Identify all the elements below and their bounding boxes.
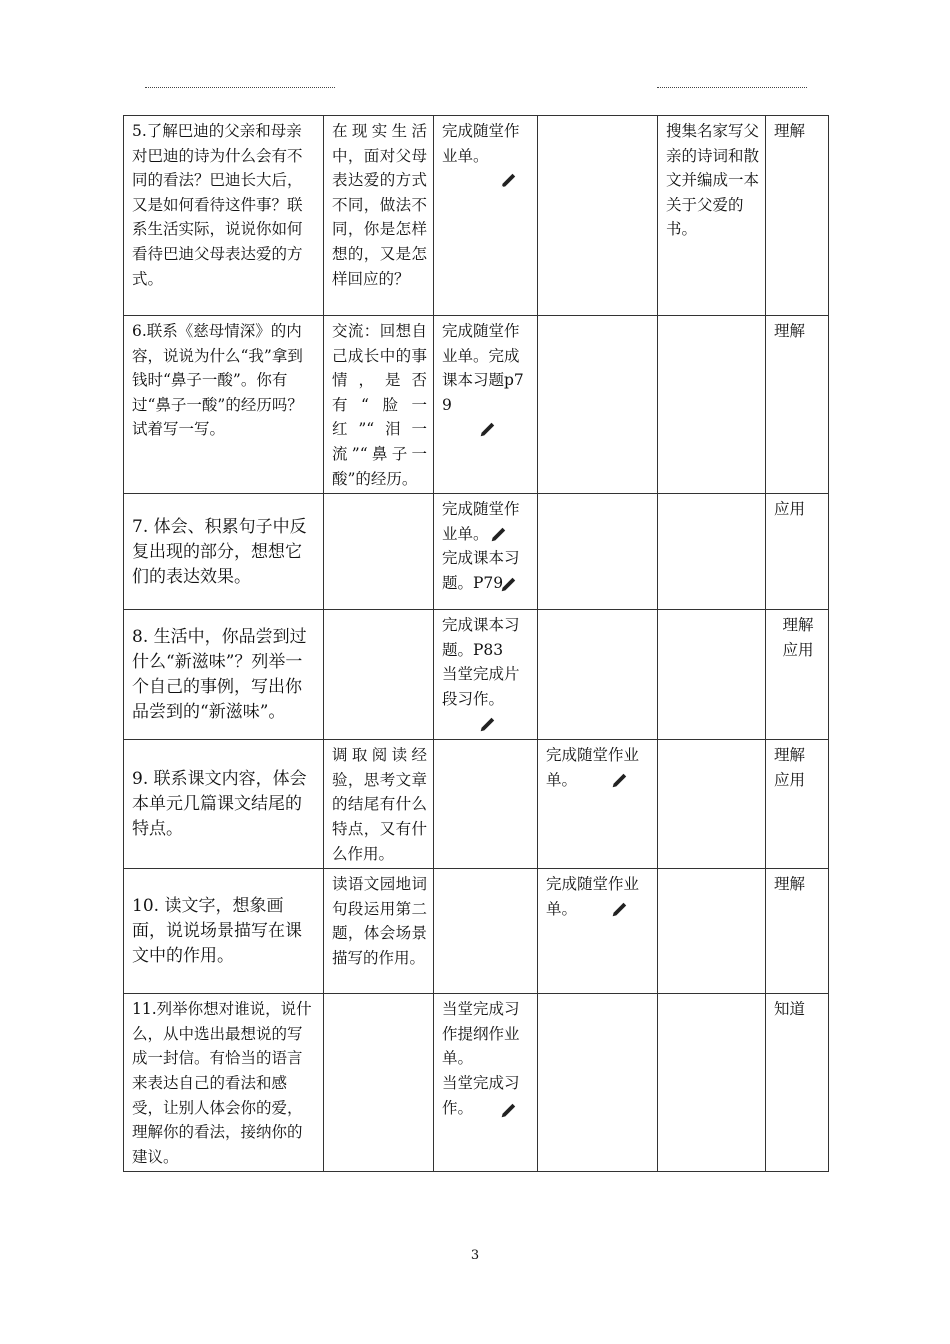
activity-cell (324, 610, 434, 740)
level-cell (766, 610, 829, 740)
header-rule-right (657, 87, 807, 88)
homework-text: 完成随堂作业单。 (442, 500, 520, 543)
homework-text: 完成随堂作业单。完成课本习题p79 (442, 322, 524, 414)
table-row (124, 740, 829, 869)
goal-cell: 7. 体会、积累句子中反复出现的部分，想想它们的表达效果。 (124, 494, 324, 610)
homework-cell-2 (538, 116, 658, 316)
extension-cell (658, 494, 766, 610)
level-cell (766, 494, 829, 610)
homework-text: 当堂完成片段习作。 (442, 665, 520, 708)
level-text: 知道 (774, 1000, 806, 1019)
pen-icon (499, 1102, 517, 1120)
homework-cell (434, 740, 538, 869)
extension-cell (658, 869, 766, 994)
homework-text: 当堂完成习作提纲作业单。 (442, 1000, 520, 1068)
homework-cell-2 (538, 740, 658, 869)
homework-cell-2 (538, 494, 658, 610)
homework-text: 完成随堂作业单。 (442, 122, 520, 165)
homework-text: 完成课本习题。P79 (442, 549, 520, 592)
extension-cell (658, 316, 766, 494)
activity-cell: 调取阅读经验，思考文章的结尾有什么特点，又有什么作用。 (324, 740, 434, 869)
pen-icon (610, 772, 628, 790)
level-cell (766, 994, 829, 1172)
pen-icon (610, 901, 628, 919)
extension-cell (658, 740, 766, 869)
pen-icon (478, 716, 496, 734)
goal-cell: 6.联系《慈母情深》的内容，说说为什么“我”拿到钱时“鼻子一酸”。你有过“鼻子一酸”的经历吗？试着写一写。 (124, 316, 324, 494)
homework-text: 完成随堂作业单。 (546, 875, 640, 918)
table-row (124, 994, 829, 1172)
level-text: 理解 (774, 322, 806, 340)
extension-cell: 搜集名家写父亲的诗词和散文并编成一本关于父爱的书。 (658, 116, 766, 316)
level-text: 理解 (782, 616, 814, 635)
level-text: 应用 (774, 770, 806, 789)
level-text: 理解 (774, 122, 806, 140)
header-rule-left (145, 87, 335, 88)
level-text: 理解 (774, 746, 806, 765)
homework-text: 完成随堂作业单。 (546, 746, 640, 789)
homework-cell-2 (538, 869, 658, 994)
pen-icon (489, 526, 507, 544)
level-cell (766, 116, 829, 316)
level-cell (766, 869, 829, 994)
table-row (124, 316, 829, 494)
homework-cell (434, 869, 538, 994)
homework-cell (434, 494, 538, 610)
activity-cell (324, 494, 434, 610)
table-row (124, 869, 829, 994)
goal-cell: 9. 联系课文内容，体会本单元几篇课文结尾的特点。 (124, 740, 324, 869)
extension-cell (658, 994, 766, 1172)
homework-cell-2 (538, 316, 658, 494)
homework-cell (434, 994, 538, 1172)
level-text: 理解 (774, 875, 806, 894)
homework-text: 完成课本习题。P83 (442, 616, 520, 659)
level-text: 应用 (774, 500, 806, 519)
homework-cell (434, 116, 538, 316)
level-cell (766, 316, 829, 494)
extension-cell (658, 610, 766, 740)
activity-cell: 交流：回想自己成长中的事情，是否有“脸一红”“泪一流”“鼻子一酸”的经历。 (324, 316, 434, 494)
goal-cell: 5.了解巴迪的父亲和母亲对巴迪的诗为什么会有不同的看法？巴迪长大后，又是如何看待这件事？联系生活实际，说说你如何看待巴迪父母表达爱的方式。 (124, 116, 324, 316)
activity-cell: 在现实生活中，面对父母表达爱的方式不同，做法不同，你是怎样想的，又是怎样回应的？ (324, 116, 434, 316)
activity-cell (324, 994, 434, 1172)
table-row (124, 610, 829, 740)
homework-cell (434, 610, 538, 740)
level-text: 应用 (782, 640, 814, 659)
pen-icon (478, 421, 496, 439)
homework-cell-2 (538, 610, 658, 740)
pen-icon (499, 576, 517, 594)
homework-cell-2 (538, 994, 658, 1172)
table-row (124, 494, 829, 610)
goal-cell: 10. 读文字，想象画面，说说场景描写在课文中的作用。 (124, 869, 324, 994)
table-row (124, 116, 829, 316)
activity-cell: 读语文园地词句段运用第二题，体会场景描写的作用。 (324, 869, 434, 994)
goal-cell: 11.列举你想对谁说，说什么，从中选出最想说的写成一封信。有恰当的语言来表达自己的看法和感受，让别人体会你的爱，理解你的看法，接纳你的建议。 (124, 994, 324, 1172)
page-number: 3 (470, 1248, 480, 1263)
homework-text: 当堂完成习作。 (442, 1073, 520, 1117)
homework-cell (434, 316, 538, 494)
lesson-table (123, 115, 829, 1172)
level-cell (766, 740, 829, 869)
goal-cell: 8. 生活中，你品尝到过什么“新滋味”？列举一个自己的事例，写出你品尝到的“新滋味”。 (124, 610, 324, 740)
pen-icon (499, 172, 517, 190)
